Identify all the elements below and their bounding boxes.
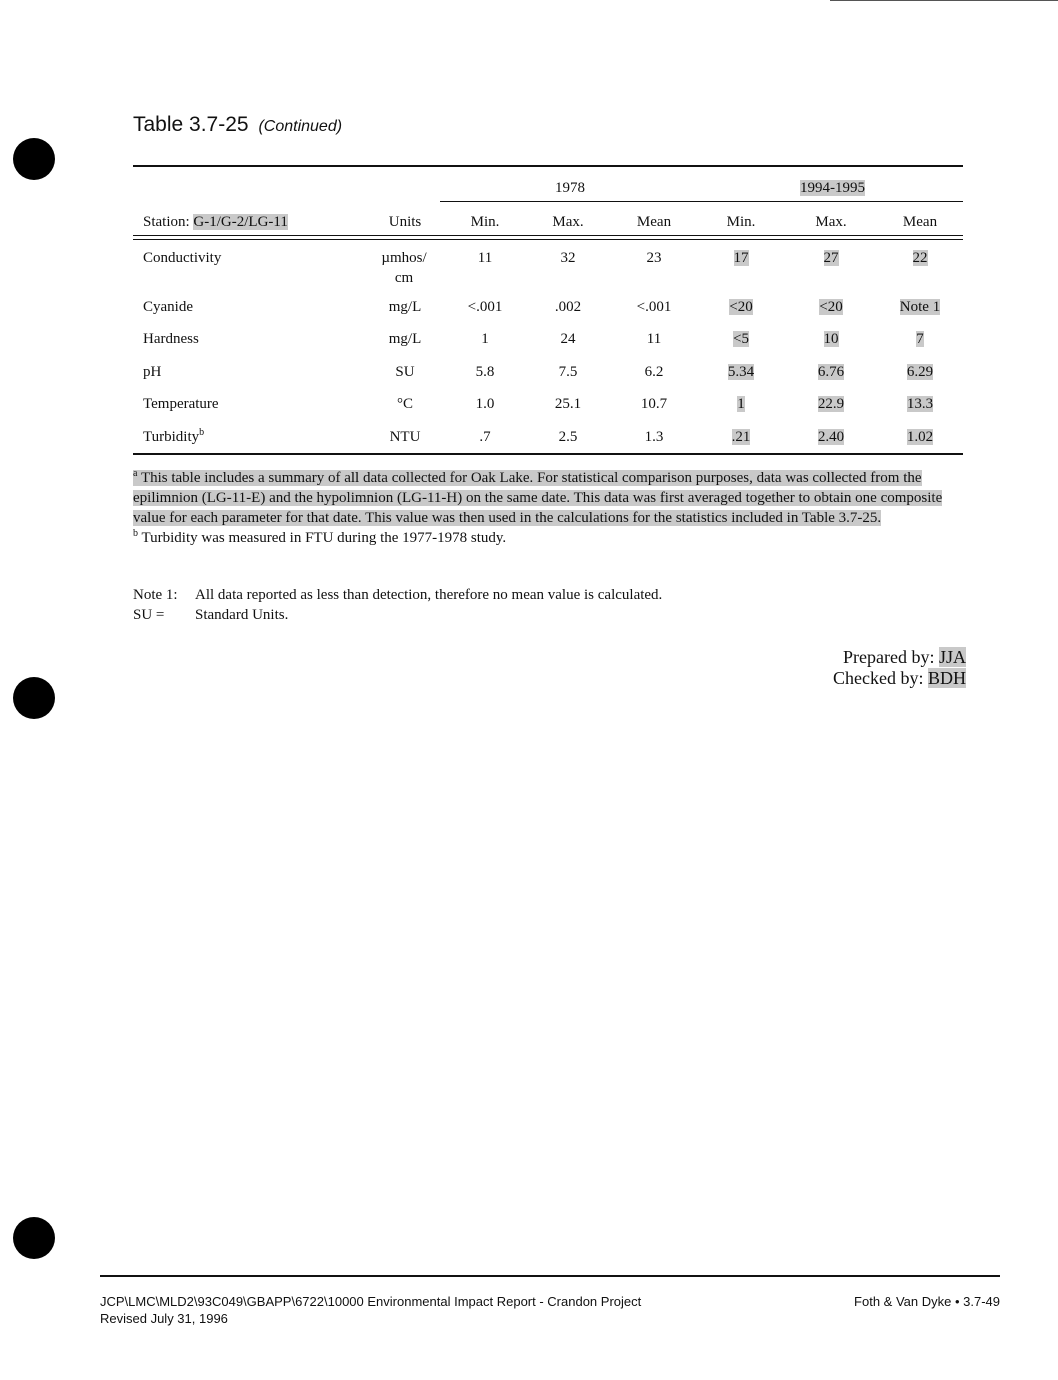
row-value: 1 — [737, 396, 745, 412]
note-su: SU = Standard Units. — [133, 607, 289, 623]
station-value: G-1/G-2/LG-11 — [193, 214, 288, 230]
col-header-mean-1978: Mean — [636, 214, 672, 230]
row-value: <20 — [729, 299, 753, 315]
row-value: 2.5 — [558, 429, 578, 445]
table-top-rule — [133, 165, 963, 167]
row-units: SU — [395, 364, 415, 380]
row-value: 6.76 — [817, 364, 845, 380]
row-value: 11 — [477, 250, 493, 266]
col-header-min-1994: Min. — [726, 214, 756, 230]
row-units: mg/L — [388, 331, 422, 347]
row-value: .002 — [554, 299, 582, 315]
row-value: 7.5 — [558, 364, 578, 380]
punch-hole-top — [13, 138, 55, 180]
col-header-units: Units — [388, 214, 422, 230]
row-value: Note 1 — [899, 299, 941, 315]
row-value: 1.3 — [644, 429, 664, 445]
row-value: 11 — [646, 331, 662, 347]
row-value: 32 — [560, 250, 576, 266]
footnote-a: $^a$ This table includes a summary of all data collected for Oak Lake. For statistical comparison purposes, data was collected from the epilimnion (LG-11-E) and the hypolimnion (LG-11-H) on the same date. This data was first averaged together to obtain one composite value for each parameter for that date. This value was then used in the calculations for the statistics included in Table 3.7-25. — [133, 468, 943, 526]
row-param: pH — [143, 364, 162, 380]
row-value: <20 — [819, 299, 843, 315]
row-value: 6.2 — [644, 364, 664, 380]
scan-edge-line — [830, 0, 1058, 1]
col-header-max-1978: Max. — [552, 214, 584, 230]
col-header-min-1978: Min. — [470, 214, 500, 230]
row-value: <5 — [733, 331, 749, 347]
footnote-b: $^b$ Turbidity was measured in FTU during the 1977-1978 study. — [133, 528, 507, 546]
header-double-rule-bottom — [133, 239, 963, 240]
station-header: Station: G-1/G-2/LG-11 — [143, 214, 288, 230]
header-double-rule-top — [133, 235, 963, 236]
row-units: µmhos/ cm — [381, 250, 427, 286]
note-1: Note 1: All data reported as less than detection, therefore no mean value is calculated. — [133, 587, 663, 603]
row-value: 24 — [560, 331, 576, 347]
row-value: 1.0 — [475, 396, 495, 412]
footer-rule — [100, 1275, 1000, 1277]
table-title — [133, 113, 342, 137]
row-param: Temperature — [143, 396, 219, 412]
row-value: <.001 — [467, 299, 503, 315]
prepared-by: Prepared by: JJA — [843, 647, 966, 667]
row-value: 10.7 — [640, 396, 668, 412]
row-value: 22.9 — [817, 396, 845, 412]
punch-hole-middle — [13, 677, 55, 719]
row-units: NTU — [389, 429, 421, 445]
row-value: 5.8 — [475, 364, 495, 380]
row-units: mg/L — [388, 299, 422, 315]
footnote-b-text: Turbidity was measured in FTU during the 1977-1978 study. — [141, 530, 507, 546]
row-units: °C — [396, 396, 413, 412]
footer-page: 3.7-49 — [963, 1294, 1000, 1309]
row-value: 7 — [916, 331, 924, 347]
footer-right: Foth & Van Dyke • 3.7-49 — [854, 1294, 1000, 1309]
table-title-continued: (Continued) — [258, 118, 343, 135]
row-value: 5.34 — [727, 364, 755, 380]
footnote-a-text: This table includes a summary of all data collected for Oak Lake. For statistical comparison purposes, data was collected from the epilimnion (LG-11-E) and the hypolimnion (LG-11-H) on the same date. This data was first averaged together to obtain one composite value for each parameter for that date. This value was then used in the calculations for the statistics included in Table 3.7-25. — [133, 470, 943, 526]
checked-by: Checked by: BDH — [833, 668, 966, 688]
footer-revised: Revised July 31, 1996 — [100, 1311, 228, 1326]
row-value: 1 — [481, 331, 489, 347]
row-value: 2.40 — [817, 429, 845, 445]
group-header-rule — [440, 201, 963, 202]
table-title-main: Table 3.7-25 — [133, 113, 249, 136]
row-value: .21 — [731, 429, 751, 445]
col-header-max-1994: Max. — [815, 214, 847, 230]
row-param: Turbidity$^b$ — [143, 427, 205, 445]
row-value: 6.29 — [906, 364, 934, 380]
row-value: .7 — [479, 429, 491, 445]
footer-path: JCP\LMC\MLD2\93C049\GBAPP\6722\10000 — [100, 1294, 364, 1309]
row-param: Hardness — [143, 331, 199, 347]
row-param: Cyanide — [143, 299, 193, 315]
table-bottom-rule — [133, 453, 963, 455]
signoff — [833, 647, 966, 689]
row-value: 23 — [646, 250, 662, 266]
footer-company: Foth & Van Dyke — [854, 1294, 952, 1309]
footer-report: Environmental Impact Report - Crandon Project — [367, 1294, 642, 1309]
footer-left — [100, 1293, 641, 1327]
row-value: 10 — [823, 331, 839, 347]
row-value: 27 — [823, 250, 839, 266]
row-value: 22 — [912, 250, 928, 266]
group-header-1994-1995: 1994-1995 — [800, 180, 865, 196]
group-header-1978: 1978 — [555, 180, 585, 196]
row-value: 1.02 — [906, 429, 934, 445]
row-value: 13.3 — [906, 396, 934, 412]
row-value: <.001 — [636, 299, 672, 315]
col-header-mean-1994: Mean — [902, 214, 938, 230]
row-value: 17 — [733, 250, 749, 266]
punch-hole-bottom — [13, 1217, 55, 1259]
row-param: Conductivity — [143, 250, 222, 266]
notes — [133, 585, 662, 625]
footnotes — [133, 468, 973, 548]
row-value: 25.1 — [554, 396, 582, 412]
